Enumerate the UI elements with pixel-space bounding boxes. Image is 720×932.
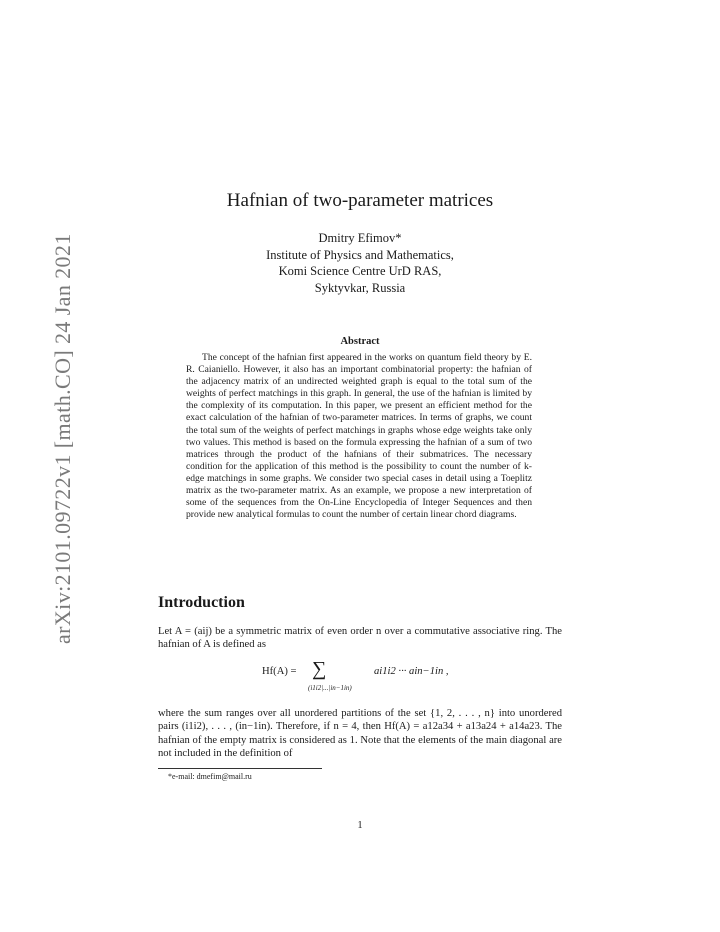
footnote-email: *e-mail: dmefim@mail.ru <box>168 772 252 781</box>
affiliation-line: Komi Science Centre UrD RAS, <box>278 264 442 278</box>
author-name: Dmitry Efimov* <box>318 231 402 245</box>
paper-title: Hafnian of two-parameter matrices <box>226 190 494 211</box>
abstract-text: The concept of the hafnian first appeared in the works on quantum field theory by E. R. Caianiello. However, it also has an important combinatorial property: the hafnian of the adjacency matrix of an undirected weighted graph is equal to the total sum of the weights of perfect matchings in this graph. In general, the use of the hafnian is limited by the complexity of its computation. In this paper, we present an efficient method for the exact calculation of the hafnian of two-parameter matrices. In terms of graphs, we count the total sum of the weights of perfect matchings in graphs whose edge weights take only two values. This method is based on the formula expressing the hafnian of a sum of two matrices through the product of the hafnians of their submatrices. The necessary condition for the application of this method is the possibility to count the number of k-edge matchings in some graphs. We consider two special cases in detail using a Toeplitz matrix as the two-parameter matrix. As an example, we propose a new interpretation of some of the sequences from the On-Line Encyclopedia of Integer Sequences and then provide new analytical formulas to count the number of certain linear chord diagrams. <box>186 352 532 521</box>
affiliation-line: Syktyvkar, Russia <box>314 280 406 295</box>
equation-sum-index: (i1i2|...|in−1in) <box>308 684 352 692</box>
hafnian-definition-equation <box>262 660 492 700</box>
affiliation-line: Institute of Physics and Mathematics, <box>266 247 454 262</box>
section-heading-introduction: Introduction <box>158 594 245 611</box>
arxiv-identifier: arXiv:2101.09722v1 [math.CO] 24 Jan 2021 <box>50 233 75 644</box>
intro-paragraph-1: Let A = (aij) be a symmetric matrix of even order n over a commutative associative ring. The hafnian of A is defined as <box>158 626 562 651</box>
summation-icon: ∑ <box>312 658 327 680</box>
footnote-rule <box>158 768 322 769</box>
abstract-heading: Abstract <box>340 336 380 347</box>
equation-rhs: ai1i2 ··· ain−1in , <box>374 666 449 677</box>
author-block <box>0 230 720 296</box>
page-number: 1 <box>357 820 363 831</box>
intro-paragraph-2: where the sum ranges over all unordered partitions of the set {1, 2, . . . , n} into unordered pairs (i1i2), . . . , (in−1in). Therefore, if n = 4, then Hf(A) = a12a34 + a13a24 + a14a23. The hafnian of the empty matrix is considered as 1. Note that the elements of the main diagonal are not included in the definition of <box>158 708 562 760</box>
equation-lhs: Hf(A) = <box>262 666 297 677</box>
